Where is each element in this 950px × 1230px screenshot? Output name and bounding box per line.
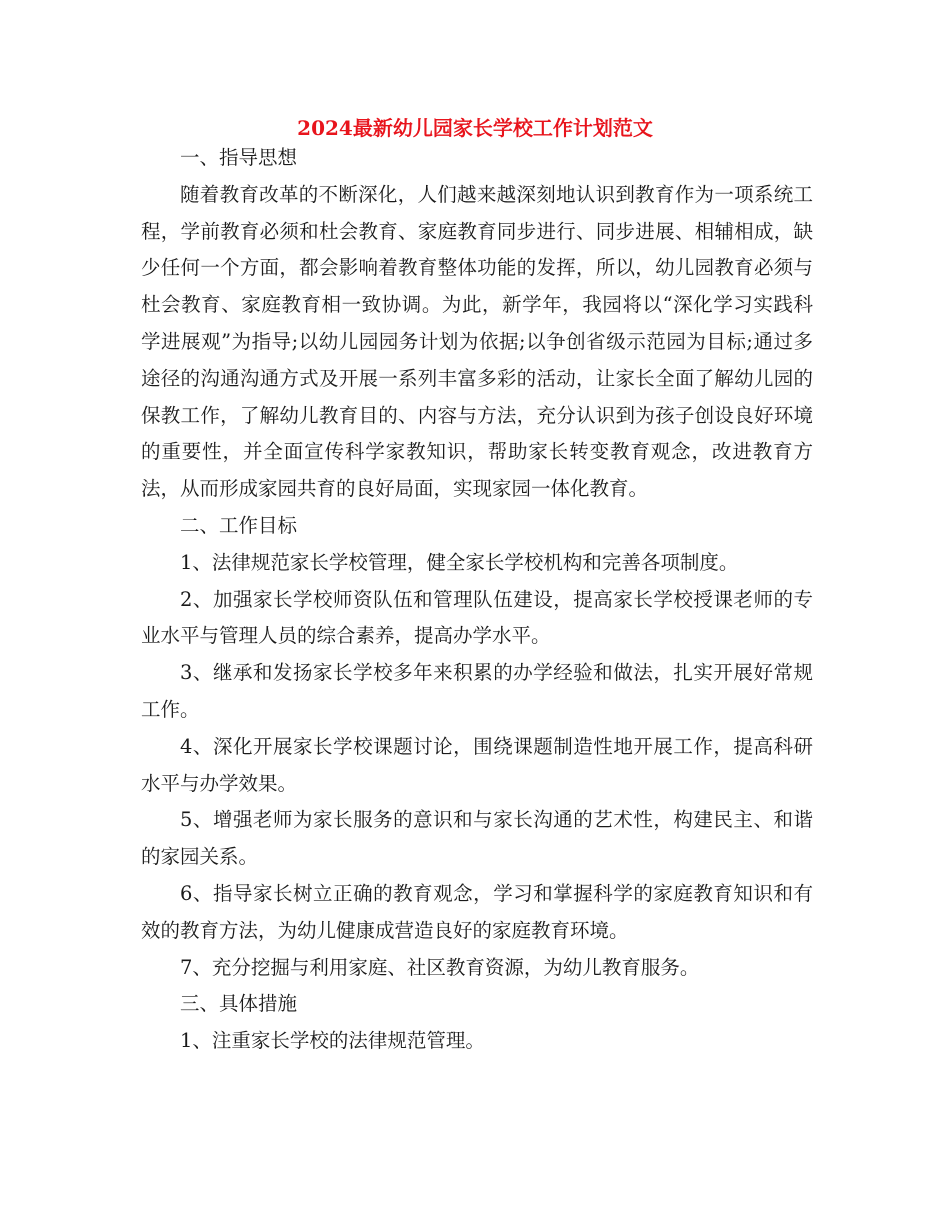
goal-item-6: 6、指导家长树立正确的教育观念，学习和掌握科学的家庭教育知识和有效的教育方法，为幼儿健康成营造良好的家庭教育环境。 — [141, 881, 813, 942]
goal-item-2: 2、加强家长学校师资队伍和管理队伍建设，提高家长学校授课老师的专业水平与管理人员的综合素养，提高办学水平。 — [141, 587, 813, 648]
section-heading-work-goals: 二、工作目标 — [180, 513, 298, 537]
paragraph-guiding-ideology: 随着教育改革的不断深化，人们越来越深刻地认识到教育作为一项系统工程，学前教育必须和杜会教育、家庭教育同步进行、同步进展、相辅相成，缺少任何一个方面，都会影响着教育整体功能的发挥，所以，幼儿园教育必须与杜会教育、家庭教育相一致协调。为此，新学年，我园将以“深化学习实践科学进展观”为指导;以幼儿园园务计划为依据;以争创省级示范园为目标;通过多途径的沟通沟通方式及开展一系列丰富多彩的活动，让家长全面了解幼儿园的保教工作，了解幼儿教育目的、内容与方法，充分认识到为孩子创设良好环境的重要性，并全面宣传科学家教知识，帮助家长转变教育观念，改进教育方法，从而形成家园共育的良好局面，实现家园一体化教育。 — [141, 182, 813, 501]
goal-item-4: 4、深化开展家长学校课题讨论，围绕课题制造性地开展工作，提高科研水平与办学效果。 — [141, 734, 813, 795]
goal-item-5: 5、增强老师为家长服务的意识和与家长沟通的艺术性，构建民主、和谐的家园关系。 — [141, 808, 813, 869]
section-heading-specific-measures: 三、具体措施 — [180, 992, 298, 1016]
section-heading-guiding-ideology: 一、指导思想 — [180, 146, 298, 169]
goal-item-7: 7、充分挖掘与利用家庭、社区教育资源，为幼儿教育服务。 — [180, 955, 700, 979]
goal-item-3: 3、继承和发扬家长学校多年来积累的办学经验和做法，扎实开展好常规工作。 — [141, 661, 813, 721]
document-body — [141, 140, 813, 1060]
document-title: 2024最新幼儿园家长学校工作计划范文 — [297, 116, 653, 140]
goal-item-1: 1、法律规范家长学校管理，健全家长学校机构和完善各项制度。 — [180, 550, 739, 574]
measure-item-1: 1、注重家长学校的法律规范管理。 — [180, 1029, 485, 1053]
